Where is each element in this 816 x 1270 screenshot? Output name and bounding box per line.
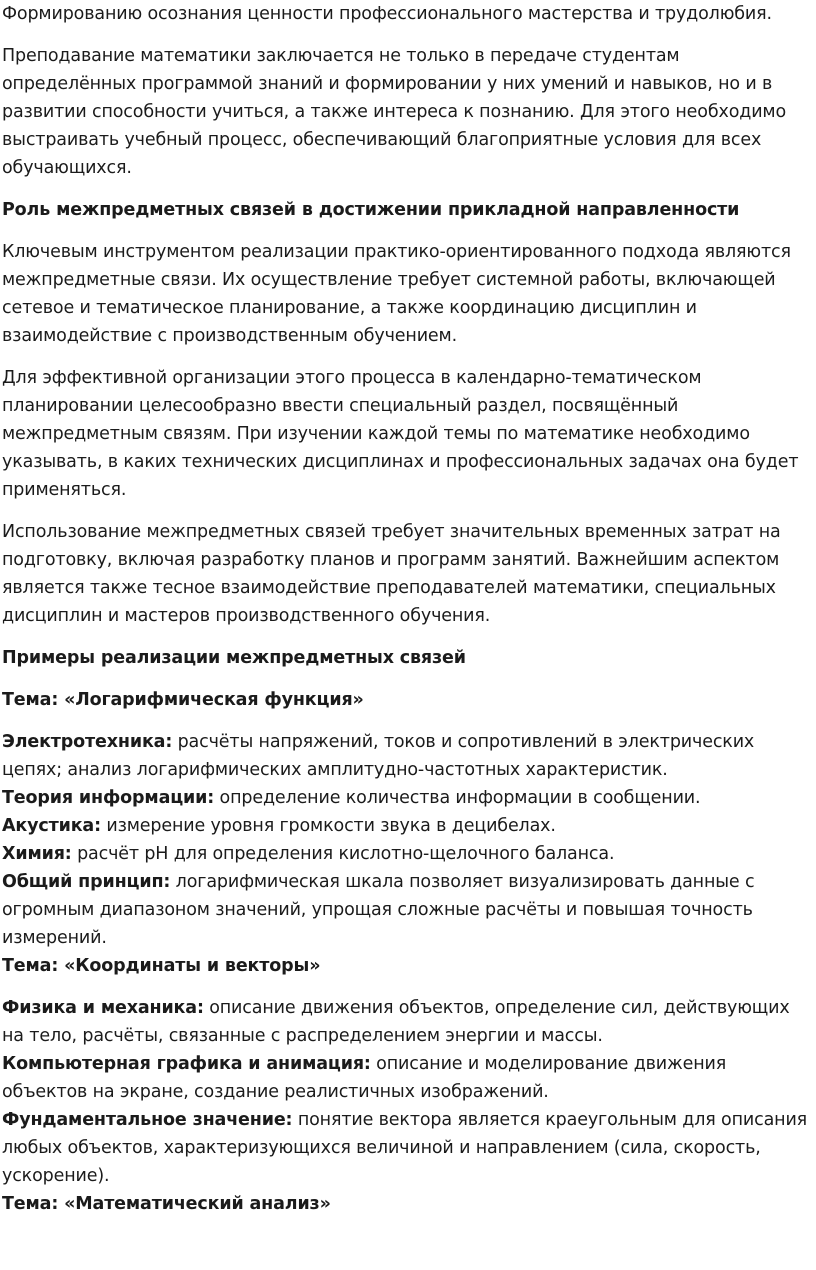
topic-item: [2, 1050, 816, 1106]
topic-title: Тема: «Логарифмическая функция»: [2, 690, 364, 710]
item-text: расчёты напряжений, токов и сопротивлений в электрических цепях; анализ логарифмических амплитудно-частотных характеристик.: [2, 732, 755, 780]
topic-item: [2, 994, 816, 1050]
item-text: понятие вектора является краеугольным для описания любых объектов, характеризующихся величиной и направлением (сила, скорость, ускорение).: [2, 1110, 808, 1186]
topic-items: [2, 728, 816, 952]
paragraph-professional-values: Формированию осознания ценности профессионального мастерства и трудолюбия.: [2, 4, 772, 24]
item-label: Электротехника:: [2, 732, 173, 752]
item-label: Общий принцип:: [2, 872, 171, 892]
paragraph-time-costs: Использование межпредметных связей требует значительных временных затрат на подготовку, включая разработку планов и программ занятий. Важнейшим аспектом является также тесное взаимодействие преподавателей математики, специальных дисциплин и мастеров производственного обучения.: [2, 522, 781, 626]
topic-item: [2, 840, 816, 868]
topic-items: [2, 994, 816, 1190]
topic-item: [2, 1106, 816, 1190]
item-label: Физика и механика:: [2, 998, 204, 1018]
item-label: Акустика:: [2, 816, 101, 836]
item-label: Фундаментальное значение:: [2, 1110, 293, 1130]
item-label: Компьютерная графика и анимация:: [2, 1054, 371, 1074]
topic-title: Тема: «Математический анализ»: [2, 1194, 331, 1214]
topic-item: [2, 728, 816, 784]
paragraph-teaching-math: Преподавание математики заключается не только в передаче студентам определённых программой знаний и формировании у них умений и навыков, но и в развитии способности учиться, а также интереса к познанию. Для этого необходимо выстраивать учебный процесс, обеспечивающий благоприятные условия для всех обучающихся.: [2, 46, 787, 178]
topic-title: Тема: «Координаты и векторы»: [2, 956, 321, 976]
item-label: Теория информации:: [2, 788, 215, 808]
item-text: описание движения объектов, определение сил, действующих на тело, расчёты, связанные с распределением энергии и массы.: [2, 998, 790, 1046]
paragraph-key-instrument: Ключевым инструментом реализации практико-ориентированного подхода являются межпредметные связи. Их осуществление требует системной работы, включающей сетевое и тематическое планирование, а также координацию дисциплин и взаимодействие с производственным обучением.: [2, 242, 791, 346]
item-text: логарифмическая шкала позволяет визуализировать данные с огромным диапазоном значений, упрощая сложные расчёты и повышая точность измерений.: [2, 872, 755, 948]
item-text: описание и моделирование движения объектов на экране, создание реалистичных изображений.: [2, 1054, 727, 1102]
topic-item: [2, 868, 816, 952]
section-heading-role: Роль межпредметных связей в достижении прикладной направленности: [2, 200, 740, 220]
item-text: расчёт pH для определения кислотно-щелочного баланса.: [71, 844, 615, 864]
topic-item: [2, 784, 816, 812]
topic-item: [2, 812, 816, 840]
item-label: Химия:: [2, 844, 72, 864]
section-heading-examples: Примеры реализации межпредметных связей: [2, 648, 466, 668]
item-text: измерение уровня громкости звука в децибелах.: [100, 816, 556, 836]
paragraph-planning: Для эффективной организации этого процесса в календарно-тематическом планировании целесообразно ввести специальный раздел, посвящённый межпредметным связям. При изучении каждой темы по математике необходимо указывать, в каких технических дисциплинах и профессиональных задачах она будет применяться.: [2, 368, 799, 500]
item-text: определение количества информации в сообщении.: [214, 788, 701, 808]
